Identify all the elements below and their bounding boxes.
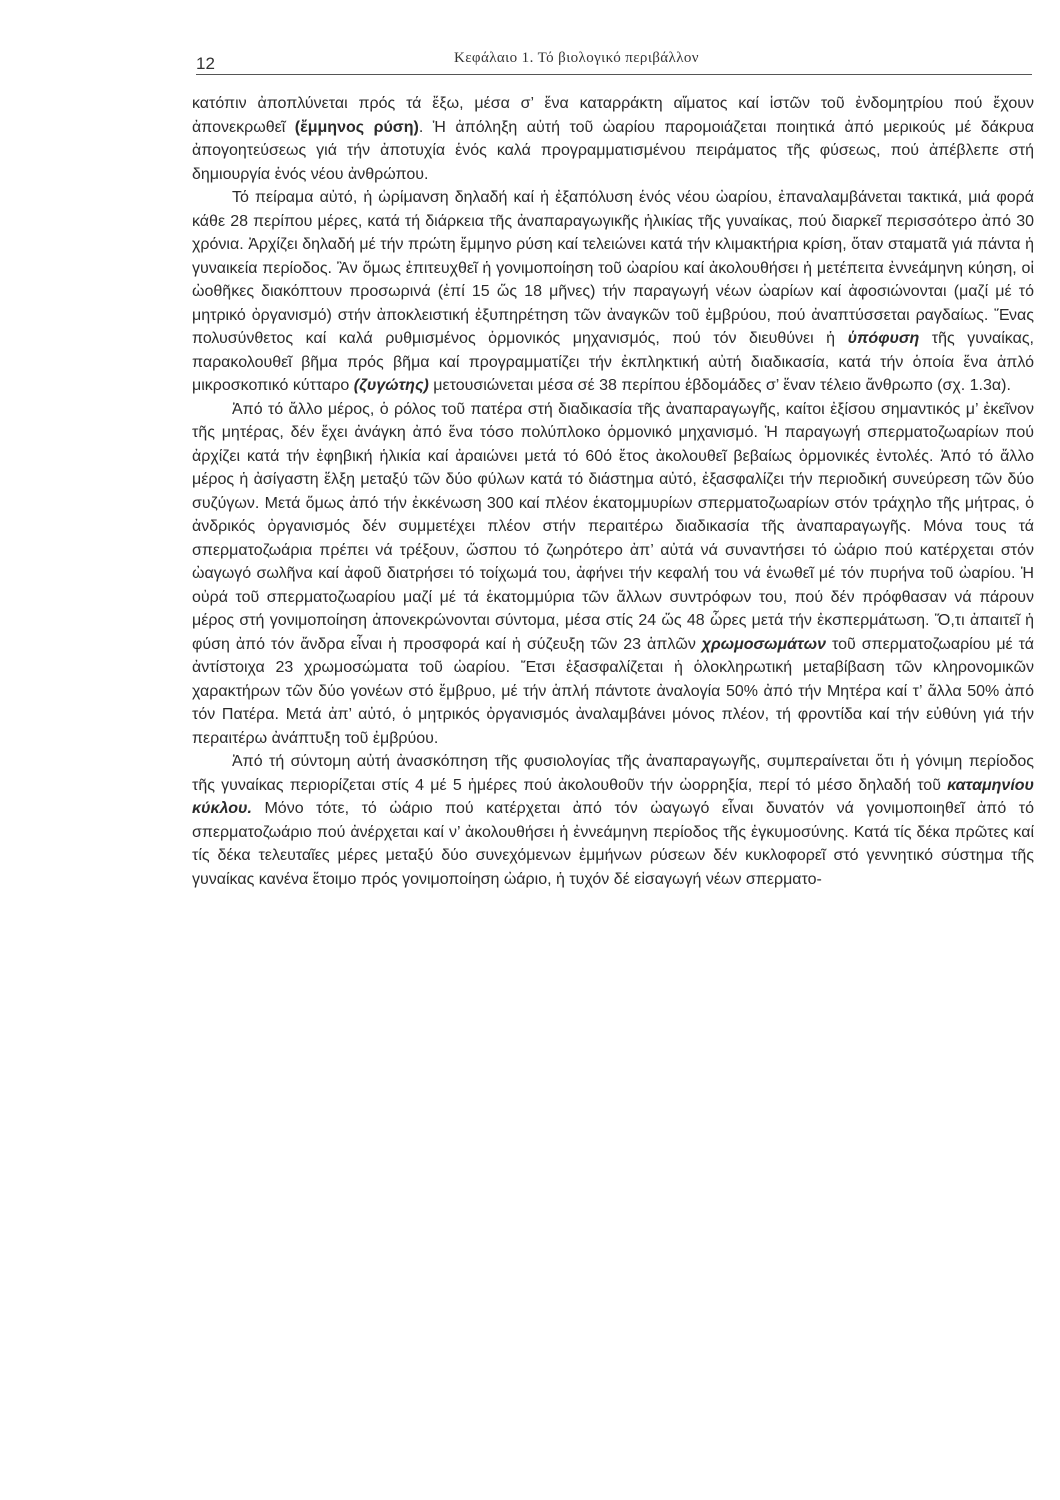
page-number: 12 [196, 54, 215, 73]
page-header [196, 46, 1032, 76]
header-rule [196, 74, 1032, 75]
term-ypofysi: ὑπόφυση [847, 330, 920, 347]
text-run: Τό πείραμα αὐτό, ἡ ὡρίμανση δηλαδή καί ἡ ἐξαπόλυση ἑνός νέου ὠαρίου, ἐπαναλαμβάνεται τακτικά, μιά φορά κάθε 28 περίπου μέρες, κατά τή διάρκεια τῆς ἀναπαραγωγικῆς ἡλικίας τῆς γυναίκας, πού διαρκεῖ περισσότερο ἀπό 30 χρόνια. Ἀρχίζει δηλαδή μέ τήν πρώτη ἔμμηνο ρύση καί τελειώνει κατά τήν κλιμακτήρια κρίση, ὅταν σταματᾶ γιά πάντα ἡ γυναικεία περίοδος. Ἂν ὅμως ἐπιτευχθεῖ ἡ γονιμοποίηση τοῦ ὠαρίου καί ἀκολουθήσει ἡ μετέπειτα ἐννεάμηνη κύηση, οἱ ὠοθῆκες διακόπτουν προσωρινά (ἐπί 15 ὥς 18 μῆνες) τήν παραγωγή νέων ὠαρίων καί ἀφοσιώνονται (μαζί μέ τό μητρικό ὀργανισμό) στήν ἀποκλειστική ἐξυπηρέτηση τῶν ἀναγκῶν τοῦ ἐμβρύου, πού ἀναπτύσσεται ραγδαίως. Ἕνας πολυσύνθετος καί καλά ρυθμισμένος ὁρμονικός μηχανισμός, πού τόν διευθύνει ἡ [192, 189, 1034, 347]
term-chromosomaton: χρωμοσωμάτων [701, 635, 827, 653]
paragraph [192, 398, 1034, 751]
text-run: Ἀπό τό ἄλλο μέρος, ὁ ρόλος τοῦ πατέρα στή διαδικασία τῆς ἀναπαραγωγῆς, καίτοι ἐξίσου σημαντικός μ’ ἐκεῖνον τῆς μητέρας, δέν ἔχει ἀνάγκη ἀπό ἕνα τόσο πολύπλοκο ὁρμονικό μηχανισμό. Ἡ παραγωγή σπερματοζωαρίων πού ἀρχίζει κατά τήν ἐφηβική ἡλικία καί ἀραιώνει μετά τό 60ό ἔτος ἀκολουθεῖ βεβαίως ὁρμονικές ἐντολές. Ἀπό τό ἄλλο μέρος ἡ ἀσίγαστη ἕλξη μεταξύ τῶν δύο φύλων κατά τό διάστημα αὐτό, ἐξασφαλίζει τήν περιοδική συνεύρεση τῶν δύο συζύγων. Μετά ὅμως ἀπό τήν ἐκκένωση 300 καί πλέον ἑκατομμυρίων σπερματοζωαρίων στόν τράχηλο τῆς μήτρας, ὁ ἀνδρικός ὀργανισμός δέν συμμετέχει πλέον στήν περαιτέρω διαδικασία τῆς ἀναπαραγωγῆς. Μόνα τους τά σπερματοζωάρια πρέπει νά τρέξουν, ὥσπου τό ζωηρότερο ἀπ’ αὐτά νά συναντήσει τό ὠάριο πού κατέρχεται στόν ὠαγωγό σωλῆνα καί ἀφοῦ διατρήσει τό τοίχωμά του, ἀφήνει τήν κεφαλή του νά ἑνωθεῖ μέ τόν πυρήνα τοῦ ὠαρίου. Ἡ οὐρά τοῦ σπερματοζωαρίου μαζί μέ τά ἑκατομμύρια τῶν ἄλλων συντρόφων του, πού δέν πρόφθασαν νά πάρουν μέρος στή γονιμοποίηση ἀπονεκρώνονται σύντομα, μέσα στίς 24 ὥς 48 ὧρες μετά τήν ἐκσπερμάτωση. Ὅ,τι ἀπαιτεῖ ἡ φύση ἀπό τόν ἄνδρα εἶναι ἡ προσφορά καί ἡ σύζευξη τῶν 23 ἁπλῶν [192, 400, 1034, 653]
paragraph [192, 750, 1034, 891]
text-run: . Ἡ ἀπόληξη αὐτή τοῦ ὠαρίου παρομοιάζεται ποιητικά ἀπό μερικούς μέ δάκρυα ἀπογοητεύσεως γιά τήν ἀποτυχία ἑνός καλά προγραμματισμένου πειράματος τῆς φύσεως, πού ἀπέβλεπε στή δημιουργία ἑνός νέου ἀνθρώπου. [192, 118, 1035, 183]
text-run: μετουσιώνεται μέσα σέ 38 περίπου ἑβδομάδες σ’ ἕναν τέλειο ἄνθρωπο (σχ. 1.3α). [428, 377, 1011, 394]
term-katamyniou-kyklou: καταμηνίου κύκλου. [192, 776, 1034, 817]
body-text [192, 92, 1034, 891]
text-run: τοῦ σπερματοζωαρίου μέ τά ἀντίστοιχα 23 χρωμοσώματα τοῦ ὠαρίου. Ἔτσι ἐξασφαλίζεται ἡ ὁλοκληρωτική μεταβίβαση τῶν κληρονομικῶν χαρακτήρων τῶν δύο γονέων στό ἔμβρυο, μέ τήν ἁπλή πάντοτε ἀναλογία 50% ἀπό τήν Μητέρα καί τ’ ἄλλα 50% ἀπό τόν Πατέρα. Μετά ἀπ’ αὐτό, ὁ μητρικός ὀργανισμός ἀναλαμβάνει μόνος πλέον, τή φροντίδα καί τήν εὐθύνη γιά τήν περαιτέρω ἀνάπτυξη τοῦ ἐμβρύου. [192, 635, 1034, 747]
text-run: Μόνο τότε, τό ὠάριο πού κατέρχεται ἀπό τόν ὠαγωγό εἶναι δυνατόν νά γονιμοποιηθεῖ ἀπό τό σπερματοζωάριο πού ἀνέρχεται καί ν’ ἀκολουθήσει ἡ ἐννεάμηνη περίοδος τῆς ἐγκυμοσύνης. Κατά τίς δέκα πρῶτες καί τίς δέκα τελευταῖες μέρες μεταξύ δύο συνεχόμενων ἐμμήνων ρύσεων δέν κυκλοφορεῖ στό γεννητικό σύστημα τῆς γυναίκας κανένα ἕτοιμο πρός γονιμοποίηση ὠάριο, ἡ τυχόν δέ εἰσαγωγή νέων σπερματο- [192, 800, 1034, 888]
text-run: τῆς γυναίκας, παρακολουθεῖ βῆμα πρός βῆμα καί προγραμματίζει τήν ἐκπληκτική αὐτή διαδικασία, κατά τήν ὁποία ἕνα ἁπλό μικροσκοπικό κύτταρο [192, 330, 1034, 394]
term-zygotis: (ζυγώτης) [353, 377, 429, 394]
term-emmenos-rysi: (ἔμμηνος ρύση) [294, 118, 419, 136]
running-head: Κεφάλαιο 1. Τό βιολογικό περιβάλλον [454, 50, 699, 66]
text-run: Ἀπό τή σύντομη αὐτή ἀνασκόπηση τῆς φυσιολογίας τῆς ἀναπαραγωγῆς, συμπεραίνεται ὅτι ἡ γόνιμη περίοδος τῆς γυναίκας περιορίζεται στίς 4 μέ 5 ἡμέρες πού ἀκολουθοῦν τήν ὠορρηξία, περί τό μέσο δηλαδή τοῦ [192, 753, 1034, 794]
text-run: κατόπιν ἀποπλύνεται πρός τά ἔξω, μέσα σ’ ἕνα καταρράκτη αἵματος καί ἱστῶν τοῦ ἐνδομητρίου πού ἔχουν ἀπονεκρωθεῖ [192, 95, 1034, 136]
paragraph [192, 186, 1034, 398]
paragraph [192, 92, 1034, 186]
